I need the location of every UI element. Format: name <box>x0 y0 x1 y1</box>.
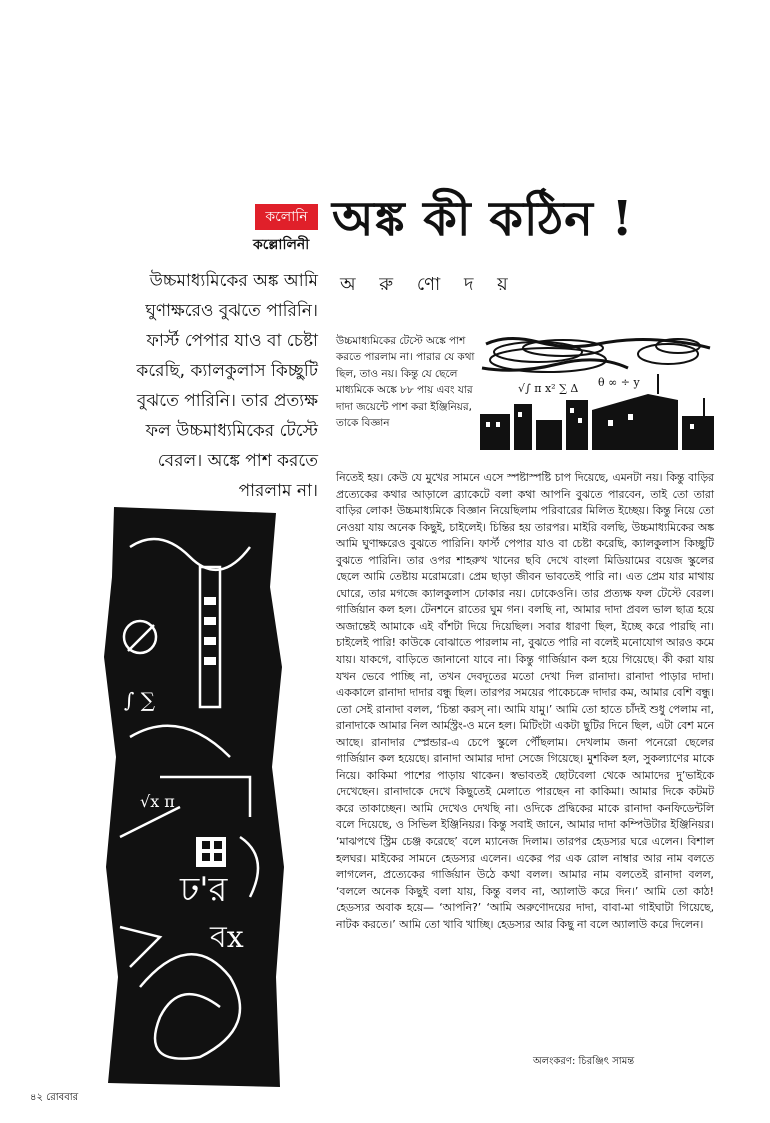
svg-text:বx: বx <box>210 920 244 955</box>
byline: অ রু ণো দ য় <box>340 274 517 295</box>
section-tag: কলোনি <box>255 204 318 230</box>
svg-text:ঢ'র: ঢ'র <box>180 870 228 910</box>
svg-text:θ ∞ ÷ y: θ ∞ ÷ y <box>598 376 640 389</box>
svg-text:√∫ π x² ∑ Δ: √∫ π x² ∑ Δ <box>518 382 579 395</box>
body-paragraph: নিতেই হয়। কেউ যে মুখের সামনে এসে স্পষ্টাস্পষ্টি চাপ দিয়েছে, এমনটা নয়। কিন্তু বাড়ির প্রত্যেকের কথার আড়ালে ব্র্যাকেটে বলা কথা আপনি বুঝতে পারবেন, তাই তো তারা বাড়ির লোক! উচ্চমাধ্যমিকে বিজ্ঞান নিয়েছিলাম পরিবারের মিলিত ইচ্ছেয়। কিন্তু নিয়ে তো নেওয়া যায় অনেক কিছুই, চাইলেই। চিন্তির হয় তারপর। মাইরি বলছি, উচ্চমাধ্যমিকের অঙ্ক আমি ঘুণাক্ষরেও বুঝতে পারিনি। ফার্স্ট পেপার যাও বা চেষ্টা করেছি, ক্যালকুলাস কিচ্ছুটি বুঝতে পারিনি। তার ওপর শাহরুখ খানের ছবি দেখে বাংলা মিডিয়ামের বয়েজ স্কুলের ছেলে আমি তেষ্টায় মরোমরো। প্রেম ছাড়া জীবন ভাবতেই পারি না। এত প্রেম যার মাথায় ঘোরে, তার মগজে ক্যালকুলাস ঢোকার নয়। ঢোকেওনি। তার প্রত্যক্ষ ফল টেস্টে বেরল। গার্জিয়ান কল হল। টেনশনে রাতের ঘুম গন। বলছি না, আমার দাদা প্রবল ভাল ছাত্র হয়ে অজান্তেই আমাকে এই বাঁশটা দিয়ে দিয়েছিল। সবার ধারণা ছিল, ইচ্ছে করে পারছি না। চাইলেই পারি! কাউকে বোঝাতে পারলাম না, বুঝতে পারি না বলেই মনোযোগ আরও কমে যায়। যাকগে, বাড়িতে জানানো যাবে না। কিন্তু গার্জিয়ান কল হয়ে গিয়েছে। কী করা যায় যখন ভেবে পাচ্ছি না, তখন দেবদূতের মতো দেখা দিল রানাদা। রানাদা পাড়ার দাদা। এককালে রানাদা দাদার বন্ধু ছিল। তারপর সময়ের পাকেচক্রে দাদার কম, আমার বেশি বন্ধু। তো সেই রানাদা বলল, ‘চিন্তা করস্ না। আমি যামু।’ আমি তো হাতে চাঁদই শুধু পেলাম না, রানাদাকে আমার নিল আর্মস্ট্রং-ও মনে হল। মিটিংটা একটা ছুটির দিনে ছিল, এটা বেশ মনে আছে। রানাদার স্প্লেন্ডার-এ চেপে স্কুলে পৌঁছলাম। দেখলাম জনা পনেরো ছেলের গার্জিয়ান কল হয়েছে। রানাদা আমার দাদা সেজে গিয়েছে। মুশকিল হল, সুকল্যাণের মাকে নিয়ে। কাকিমা পাশের পাড়ায় থাকেন। স্বভাবতই ছোটবেলা থেকে আমাদের দু’ভাইকে দেখেছেন। রানাদাকে দেখে কিছুতেই মেলাতে পারছেন না কাকিমা। আমার দিকে কটমট করে তাকাচ্ছেন। আমি দেখেও দেখছি না। ওদিকে প্রদ্বিকের মাকে রানাদা কনফিডেন্টলি বলে দিয়েছে, ও সিভিল ইঞ্জিনিয়র। কিন্তু সবাই জানে, আমার দাদা কম্পিউটার ইঞ্জিনিয়র। ‘মাঝপথে স্ট্রিম চেঞ্জ করেছে’ বলে ম্যানেজ দিলাম। তারপর হেডস্যর ঘরে এলেন। বিশাল হলঘর। মাইকের সামনে হেডস্যর এলেন। একের পর এক রোল নাম্বার আর নাম বলতে লাগলেন, প্রত্যেকের গার্জিয়ান উঠে কথা বলল। আমার নাম বলতেই রানাদা বলল, ‘বললে অনেক কিছুই বলা যায়, কিন্তু বলব না, অ্যালাউ করে দিন।’ আমি তো কাঠ! হেডস্যর অবাক হয়ে— ‘আপনি?’ ‘আমি অরুণোদয়ের দাদা, বাবা-মা গাইঘাটা গিয়েছে, নাটক করতে।’ আমি তো খাবি খাচ্ছি। হেডস্যর আর কিছু না বলে অ্যালাউ করে দিলেন। <box>336 471 714 931</box>
math-doodle-illustration <box>100 507 286 1087</box>
intro-paragraph <box>336 333 486 431</box>
svg-text:∫ ∑: ∫ ∑ <box>124 688 156 712</box>
pull-quote <box>118 266 318 506</box>
page-folio: ৪২ রোববার <box>30 1092 79 1103</box>
headline: অঙ্ক কী কঠিন ! <box>332 191 634 247</box>
illustration-credit: অলংকরণ: চিরঞ্জিৎ সামন্ত <box>533 1056 635 1067</box>
pull-quote-text: উচ্চমাধ্যমিকের অঙ্ক আমি ঘুণাক্ষরেও বুঝতে পারিনি। ফার্স্ট পেপার যাও বা চেষ্টা করেছি, ক্যালকুলাস কিচ্ছুটি বুঝতে পারিনি। তার প্রত্যক্ষ ফল উচ্চমাধ্যমিকের টেস্টে বেরল। অঙ্কে পাশ করতে পারলাম না। <box>136 271 318 501</box>
intro-text: উচ্চমাধ্যমিকের টেস্টে অঙ্কে পাশ করতে পারলাম না। পারার যে কথা ছিল, তাও নয়। কিন্তু যে ছেলে মাধ্যমিকে অঙ্কে ৮৮ পায় এবং যার দাদা জয়েন্টে পাশ করা ইঞ্জিনিয়র, তাকে বিজ্ঞান <box>336 335 475 430</box>
cityscape-illustration <box>478 334 716 452</box>
column-name: কল্লোলিনী <box>253 237 310 253</box>
body-text <box>336 470 714 933</box>
svg-text:√x π: √x π <box>140 792 175 811</box>
